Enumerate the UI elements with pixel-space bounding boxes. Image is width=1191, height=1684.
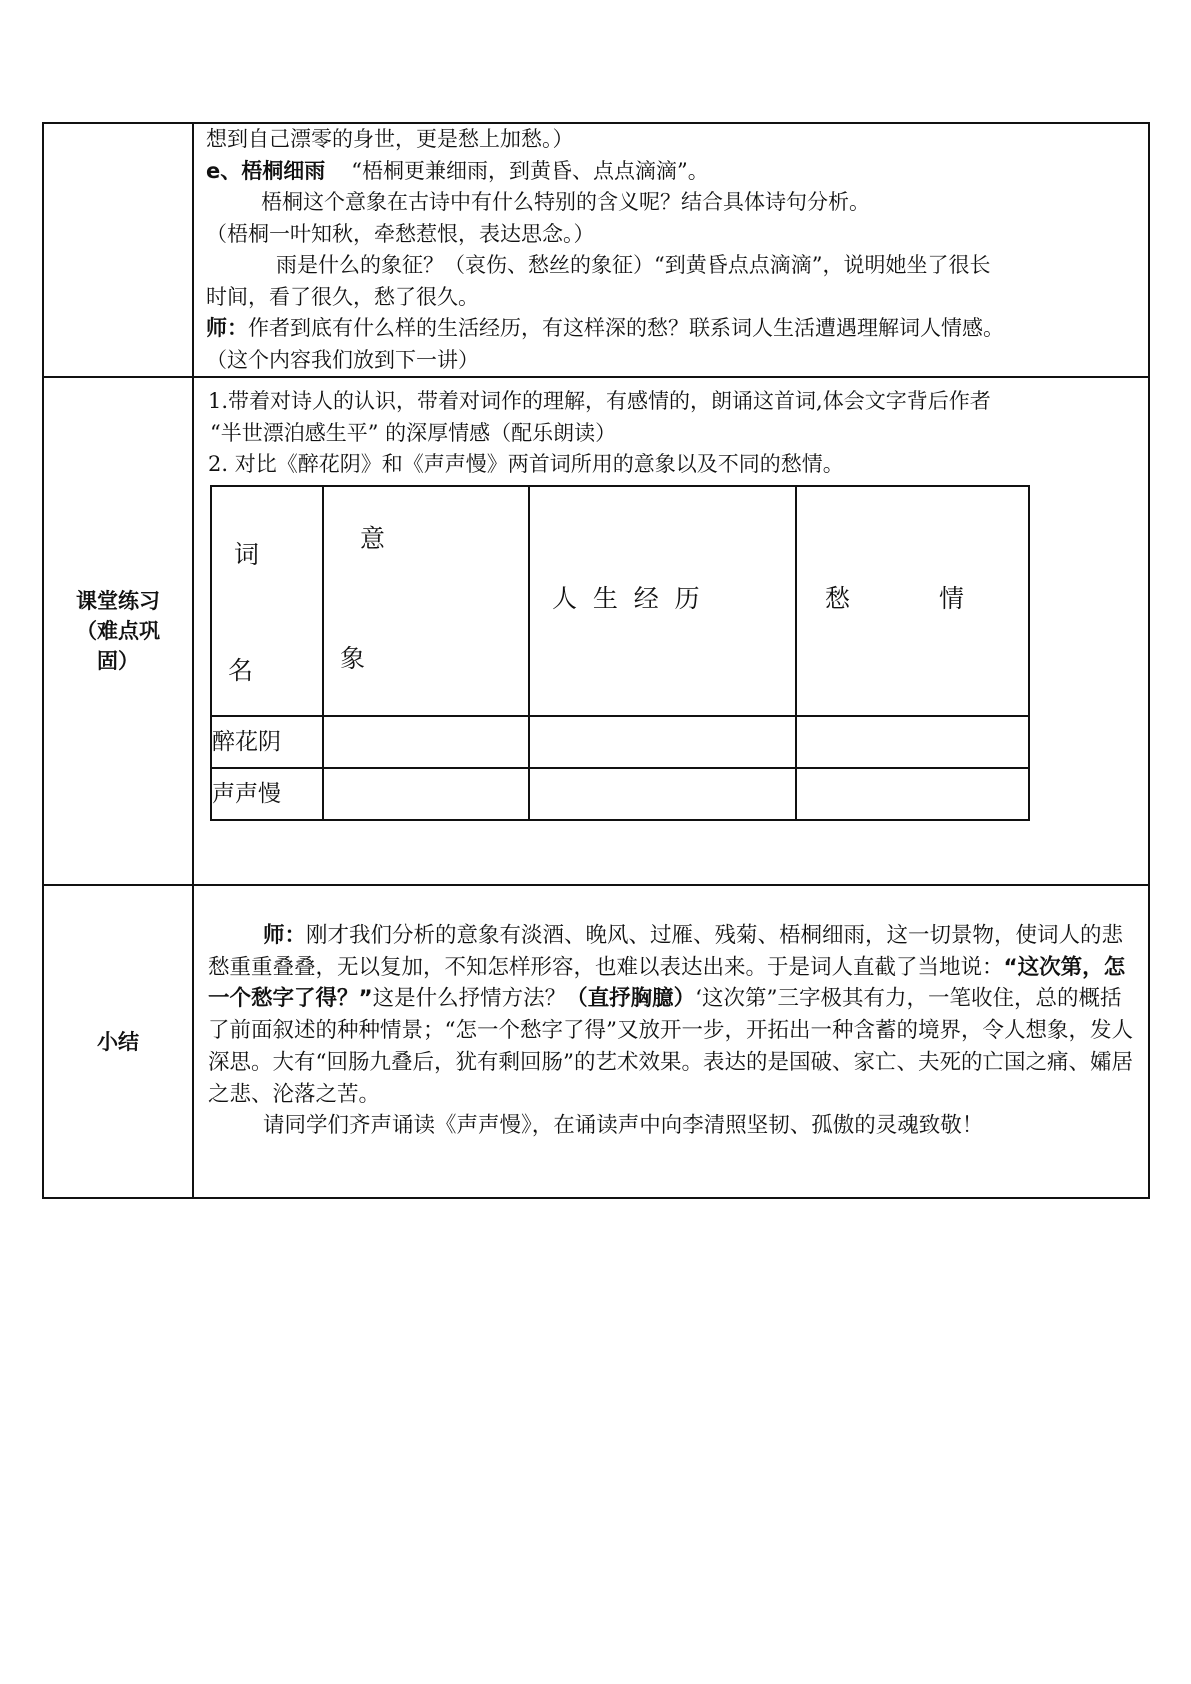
summary-text-b: 这是什么抒情方法？: [372, 986, 567, 1012]
header-life-experience: [529, 486, 796, 716]
summary-paragraph-2: 请同学们齐声诵读《声声慢》，在诵读声中向李清照坚韧、孤傲的灵魂致敬！: [263, 1113, 984, 1139]
header-ming: 名: [228, 655, 254, 685]
text-line: 梧桐这个意象在古诗中有什么特别的含义呢？结合具体诗句分析。: [261, 190, 870, 214]
header-imagery: [323, 486, 529, 716]
header-ci: 词: [234, 539, 260, 569]
item-2: 2. 对比《醉花阴》和《声声慢》两首词所用的意象以及不同的愁情。: [208, 452, 844, 476]
row-summary-content: [193, 885, 1149, 1198]
text-line: （这个内容我们放到下一讲）: [206, 347, 479, 372]
comparison-header-row: [211, 486, 1029, 716]
summary-answer: （直抒胸臆）: [566, 986, 696, 1012]
comparison-row: [211, 768, 1029, 820]
text-line: 雨是什么的象征？（哀伤、愁丝的象征）“到黄昏点点滴滴”，说明她坐了很长: [276, 253, 991, 277]
summary-quote: “这次第，怎一个愁字了得？”: [208, 954, 1126, 1012]
lesson-plan-table: [42, 122, 1150, 1199]
row-exercise: [43, 377, 1149, 885]
poem-name-cell: 醉花阴: [211, 716, 323, 768]
comparison-table: [210, 485, 1030, 821]
comparison-row: [211, 716, 1029, 768]
row-analysis: [43, 123, 1149, 377]
row-summary: [43, 885, 1149, 1198]
header-poem-name: [211, 486, 323, 716]
life-cell: [529, 768, 796, 820]
header-emotion-a: 愁: [825, 583, 851, 613]
summary-text-a: 刚才我们分析的意象有淡酒、晚风、过雁、残菊、梧桐细雨，这一切景物，使词人的悲愁重重叠叠，无以复加，不知怎样形容，也难以表达出来。于是词人直截了当地说：: [208, 923, 1124, 980]
header-emotion: [796, 486, 1029, 716]
emotion-cell: [796, 716, 1029, 768]
imagery-cell: [323, 716, 529, 768]
row-analysis-content: [193, 123, 1149, 377]
row-exercise-content: [193, 377, 1149, 885]
row-exercise-label: [43, 377, 193, 885]
e-item: [206, 156, 1140, 188]
e-label: e、梧桐细雨: [206, 158, 326, 183]
row-analysis-label: [43, 123, 193, 377]
label-line: 课堂练习: [76, 589, 160, 613]
summary-text-c: ‘这次第”三字极其有力，一笔收住，总的概括了前面叙述的种种情景；“怎一个愁字了得”又放开一步，开拓出一种含蓄的境界，令人想象，发人深思。大有“回肠九叠后，犹有剩回肠”的艺术效果。表达的是国破、家亡、夫死的亡国之痛、孀居之悲、沦落之苦。: [208, 986, 1133, 1107]
label-line: （难点巩: [76, 619, 160, 643]
emotion-cell: [796, 768, 1029, 820]
teacher-line: [206, 313, 1140, 345]
text-line: （梧桐一叶知秋，牵愁惹恨，表达思念。）: [206, 221, 595, 246]
text-line: 想到自己漂零的身世，更是愁上加愁。）: [206, 127, 574, 151]
item-1-line-2: “半世漂泊感生平” 的深厚情感（配乐朗读）: [210, 420, 617, 445]
poem-name-cell: 声声慢: [211, 768, 323, 820]
header-emotion-b: 情: [939, 583, 965, 613]
life-cell: [529, 716, 796, 768]
label-line: 固）: [97, 649, 139, 673]
row-summary-label: 小结: [43, 885, 193, 1198]
teacher-text: 作者到底有什么样的生活经历，有这样深的愁？联系词人生活遭遇理解词人情感。: [248, 316, 1004, 340]
teacher-label: 师：: [206, 316, 248, 340]
e-quote: “梧桐更兼细雨，到黄昏、点点滴滴”。: [351, 158, 709, 183]
summary-paragraph-1: [208, 920, 1140, 1110]
item-1-line-1: 1.带着对诗人的认识，带着对词作的理解，有感情的，朗诵这首词,体会文字背后作者: [208, 389, 991, 413]
header-yi: 意: [360, 523, 386, 553]
teacher-label: 师：: [263, 923, 307, 948]
header-xiang: 象: [340, 643, 366, 673]
imagery-cell: [323, 768, 529, 820]
text-line: 时间，看了很久，愁了很久。: [206, 284, 479, 309]
header-life: 人 生 经 历: [552, 583, 700, 613]
